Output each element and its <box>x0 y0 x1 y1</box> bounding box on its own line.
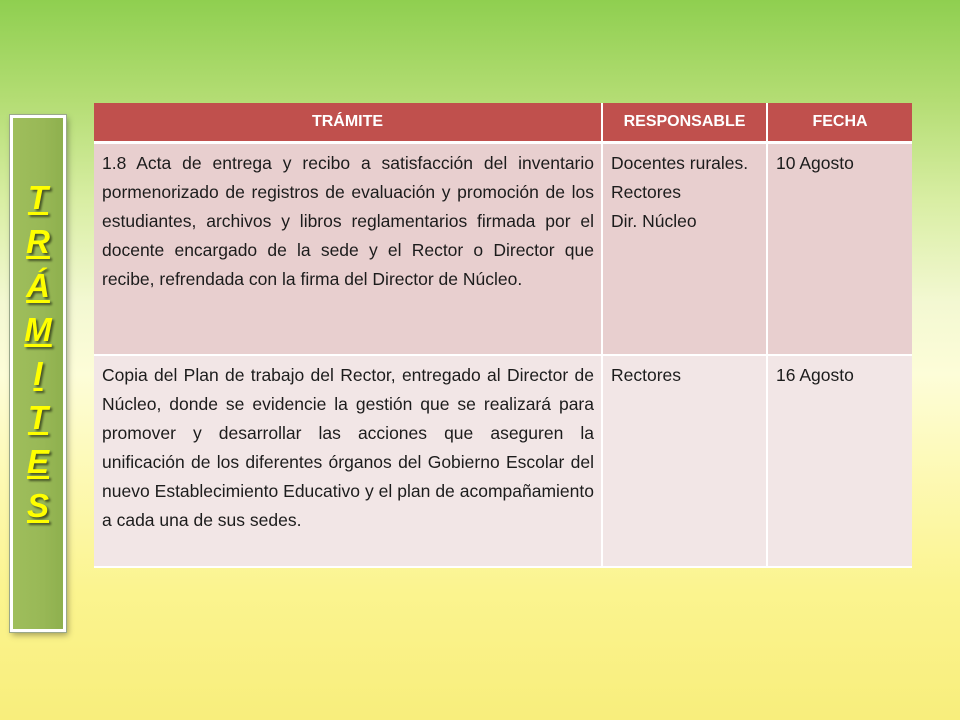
title-letter: M <box>24 311 52 348</box>
header-fecha: FECHA <box>767 103 912 143</box>
tramites-table-container <box>94 103 912 568</box>
table-row <box>94 355 912 567</box>
header-tramite: TRÁMITE <box>94 103 602 143</box>
title-letter: Á <box>26 267 50 304</box>
title-letter: R <box>26 223 50 260</box>
cell-tramite: 1.8 Acta de entrega y recibo a satisfacción del inventario pormenorizado de registros de evaluación y promoción de los estudiantes, archivos y libros reglamentarios firmada por el docente encargado de la sede y el Rector o Director que recibe, refrendada con la firma del Director de Núcleo. <box>94 143 602 356</box>
title-letter: T <box>27 179 49 216</box>
cell-responsable <box>602 143 767 356</box>
responsable-line: Dir. Núcleo <box>611 211 697 231</box>
responsable-line: Rectores <box>611 182 682 202</box>
table-row <box>94 143 912 356</box>
side-title-panel <box>10 115 66 632</box>
vertical-title-tramites <box>13 176 63 528</box>
header-responsable: RESPONSABLE <box>602 103 767 143</box>
title-letter: E <box>26 443 49 480</box>
cell-fecha: 10 Agosto <box>767 143 912 356</box>
responsable-line: Docentes rurales. <box>611 153 749 173</box>
tramites-table <box>94 103 912 568</box>
title-letter: I <box>33 355 43 392</box>
table-header-row <box>94 103 912 143</box>
responsable-line: Rectores <box>611 365 682 385</box>
cell-tramite: Copia del Plan de trabajo del Rector, entregado al Director de Núcleo, donde se evidencie la gestión que se realizará para promover y desarrollar las acciones que aseguren la unificación de los diferentes órganos del Gobierno Escolar del nuevo Establecimiento Educativo y el plan de acompañamiento a cada una de sus sedes. <box>94 355 602 567</box>
title-letter: S <box>26 487 49 524</box>
title-letter: T <box>27 399 49 436</box>
cell-fecha: 16 Agosto <box>767 355 912 567</box>
cell-responsable <box>602 355 767 567</box>
